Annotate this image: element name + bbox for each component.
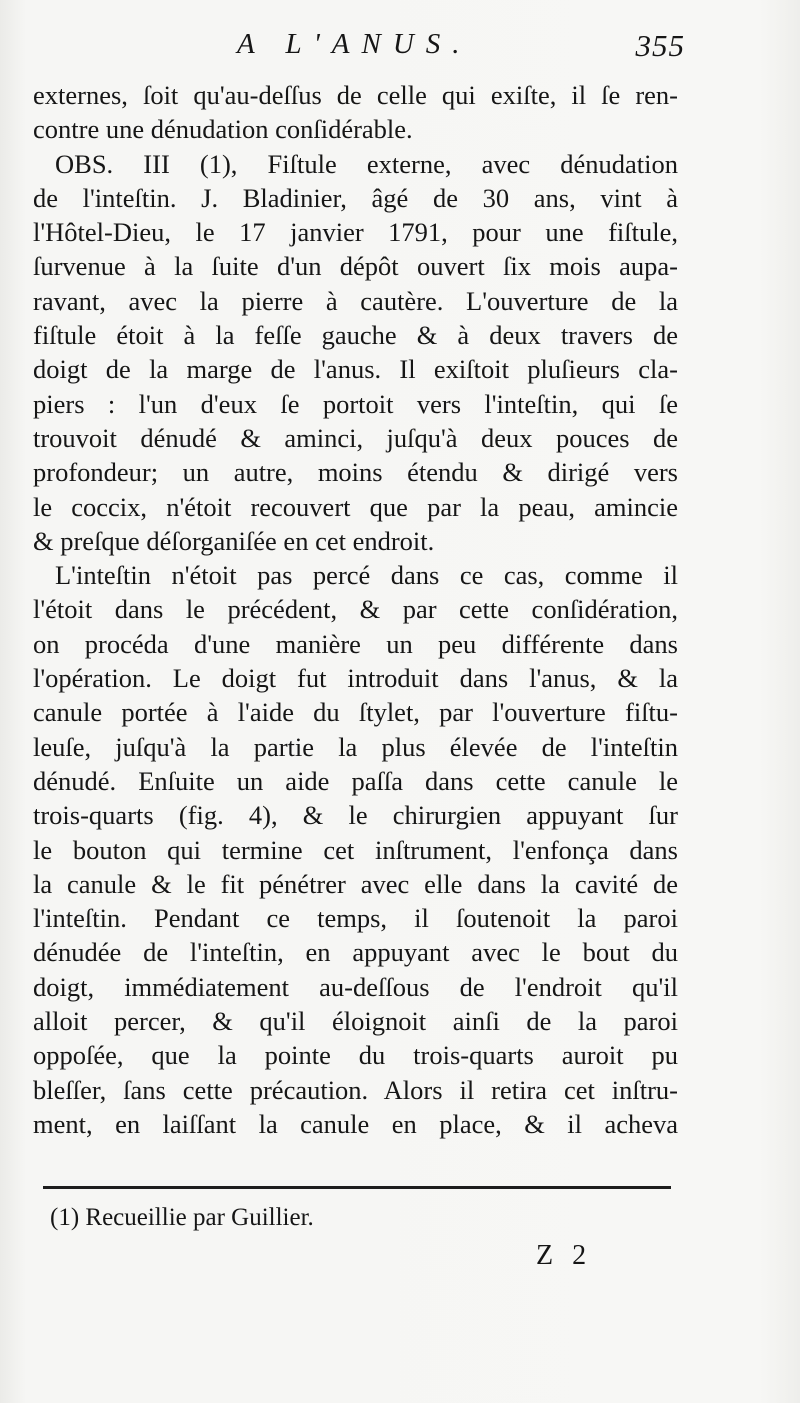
text-line: le bouton qui termine cet inſtrument, l'enfonça dans xyxy=(33,834,678,865)
text-line: OBS. III (1), Fiſtule externe, avec dénudation xyxy=(55,148,678,179)
text-line: dénudé. Enſuite un aide paſſa dans cette canule le xyxy=(33,765,678,796)
text-line: ment, en laiſſant la canule en place, & il acheva xyxy=(33,1108,678,1139)
text-line: oppoſée, que la pointe du trois-quarts auroit pu xyxy=(33,1040,678,1071)
text-line: ravant, avec la pierre à cautère. L'ouverture de la xyxy=(33,285,678,316)
body-text xyxy=(33,78,678,1141)
signature-mark: Z 2 xyxy=(536,1240,593,1271)
text-line: dénudée de l'inteſtin, en appuyant avec le bout du xyxy=(33,937,678,968)
text-line: leuſe, juſqu'à la partie la plus élevée de l'inteſtin xyxy=(33,731,678,762)
text-line: de l'inteſtin. J. Bladinier, âgé de 30 ans, vint à xyxy=(33,182,678,213)
text-line: fiſtule étoit à la feſſe gauche & à deux travers de xyxy=(33,320,678,351)
text-line: on procéda d'une manière un peu différente dans xyxy=(33,628,678,659)
text-line: l'Hôtel-Dieu, le 17 janvier 1791, pour une fiſtule, xyxy=(33,217,678,248)
text-line: contre une dénudation conſidérable. xyxy=(33,114,413,145)
text-line: l'étoit dans le précédent, & par cette conſidération, xyxy=(33,594,678,625)
text-line: trois-quarts (fig. 4), & le chirurgien appuyant ſur xyxy=(33,800,678,831)
page-number: 355 xyxy=(635,28,685,63)
page-header xyxy=(35,28,685,68)
text-line: trouvoit dénudé & aminci, juſqu'à deux pouces de xyxy=(33,422,678,453)
footnote-rule xyxy=(43,1186,671,1189)
text-line: ſurvenue à la ſuite d'un dépôt ouvert ſix mois aupa- xyxy=(33,251,678,282)
text-line: canule portée à l'aide du ſtylet, par l'ouverture fiſtu- xyxy=(33,697,678,728)
text-line: alloit percer, & qu'il éloignoit ainſi de la paroi xyxy=(33,1006,678,1037)
text-line: L'inteſtin n'étoit pas percé dans ce cas, comme il xyxy=(55,560,678,591)
text-line: profondeur; un autre, moins étendu & dirigé vers xyxy=(33,457,678,488)
footnote: (1) Recueillie par Guillier. xyxy=(50,1204,314,1231)
text-line: l'opération. Le doigt fut introduit dans l'anus, & la xyxy=(33,663,678,694)
running-head: A L'ANUS. xyxy=(237,28,472,60)
text-line: doigt, immédiatement au-deſſous de l'endroit qu'il xyxy=(33,971,678,1002)
text-line: externes, ſoit qu'au-deſſus de celle qui exiſte, il ſe ren- xyxy=(33,80,678,110)
text-line: la canule & le fit pénétrer avec elle dans la cavité de xyxy=(33,868,678,899)
text-line: piers : l'un d'eux ſe portoit vers l'inteſtin, qui ſe xyxy=(33,388,678,419)
text-line: & preſque déſorganiſée en cet endroit. xyxy=(33,525,435,556)
text-line: doigt de la marge de l'anus. Il exiſtoit pluſieurs cla- xyxy=(33,354,678,385)
text-line: le coccix, n'étoit recouvert que par la peau, amincie xyxy=(33,491,678,522)
text-line: l'inteſtin. Pendant ce temps, il ſoutenoit la paroi xyxy=(33,903,678,934)
text-line: bleſſer, ſans cette précaution. Alors il retira cet inſtru- xyxy=(33,1074,678,1105)
